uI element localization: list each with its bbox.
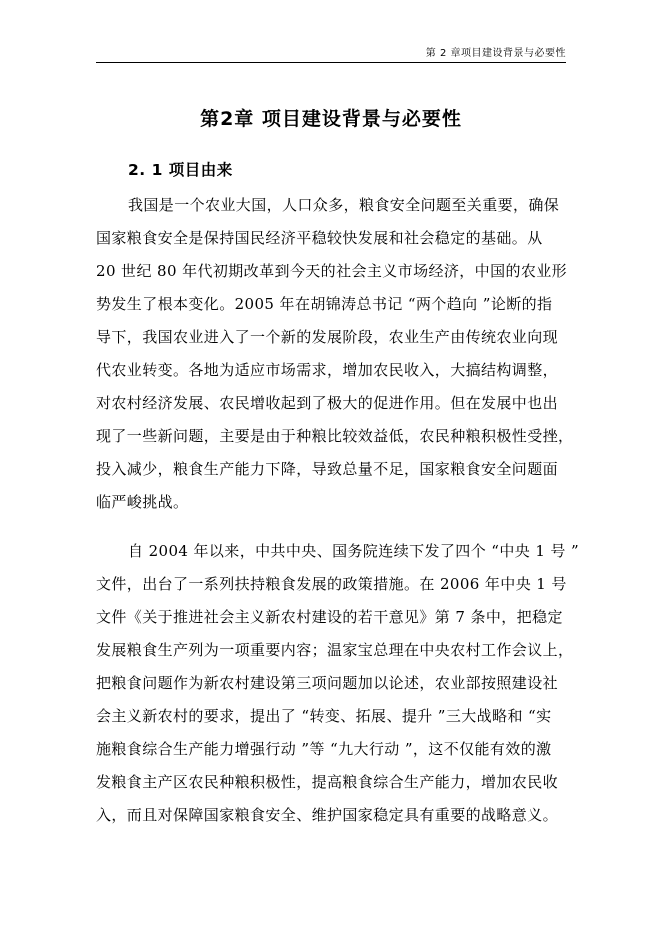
section-title: 2. 1 项目由来 [128,161,233,179]
paragraph-line: 临严峻挑战。 [96,493,189,511]
paragraph-line: 施粮食综合生产能力增强行动 ”等 “九大行动 ”，这不仅能有效的激 [96,740,552,758]
paragraph-line: 文件，出台了一系列扶持粮食发展的政策措施。在 2006 年中央 1 号 [96,575,567,593]
paragraph-line: 文件《关于推进社会主义新农村建设的若干意见》第 7 条中，把稳定 [96,608,563,626]
paragraph-line: 代农业转变。各地为适应市场需求，增加农民收入，大搞结构调整， [96,361,559,379]
paragraph-line: 势发生了根本变化。2005 年在胡锦涛总书记 “两个趋向 ”论断的指 [96,295,553,313]
chapter-title: 第2章 项目建设背景与必要性 [200,108,462,130]
paragraph-line: 发粮食主产区农民种粮积极性，提高粮食综合生产能力，增加农民收 [96,773,559,791]
paragraph-line: 把粮食问题作为新农村建设第三项问题加以论述，农业部按照建设社 [96,674,559,692]
paragraph-line: 入，而且对保障国家粮食安全、维护国家稳定具有重要的战略意义。 [96,806,559,824]
paragraph-line: 会主义新农村的要求，提出了 “转变、拓展、提升 ”三大战略和 “实 [96,707,552,725]
paragraph-line: 现了一些新问题，主要是由于种粮比较效益低，农民种粮积极性受挫， [96,427,574,445]
paragraph-line: 对农村经济发展、农民增收起到了极大的促进作用。但在发展中也出 [96,394,559,412]
paragraph-line: 投入减少，粮食生产能力下降，导致总量不足，国家粮食安全问题面 [96,460,559,478]
paragraph-line: 自 2004 年以来，中共中央、国务院连续下发了四个 “中央 1 号 ” [128,542,580,560]
running-header: 第 2 章项目建设背景与必要性 [425,48,566,59]
header-rule [96,62,566,63]
paragraph-line: 导下，我国农业进入了一个新的发展阶段，农业生产由传统农业向现 [96,328,559,346]
paragraph-line: 发展粮食生产列为一项重要内容；温家宝总理在中央农村工作会议上， [96,641,574,659]
paragraph-line: 国家粮食安全是保持国民经济平稳较快发展和社会稳定的基础。从 [96,229,543,247]
paragraph-line: 我国是一个农业大国，人口众多，粮食安全问题至关重要，确保 [128,196,560,214]
paragraph-line: 20 世纪 80 年代初期改革到今天的社会主义市场经济，中国的农业形 [96,262,568,280]
